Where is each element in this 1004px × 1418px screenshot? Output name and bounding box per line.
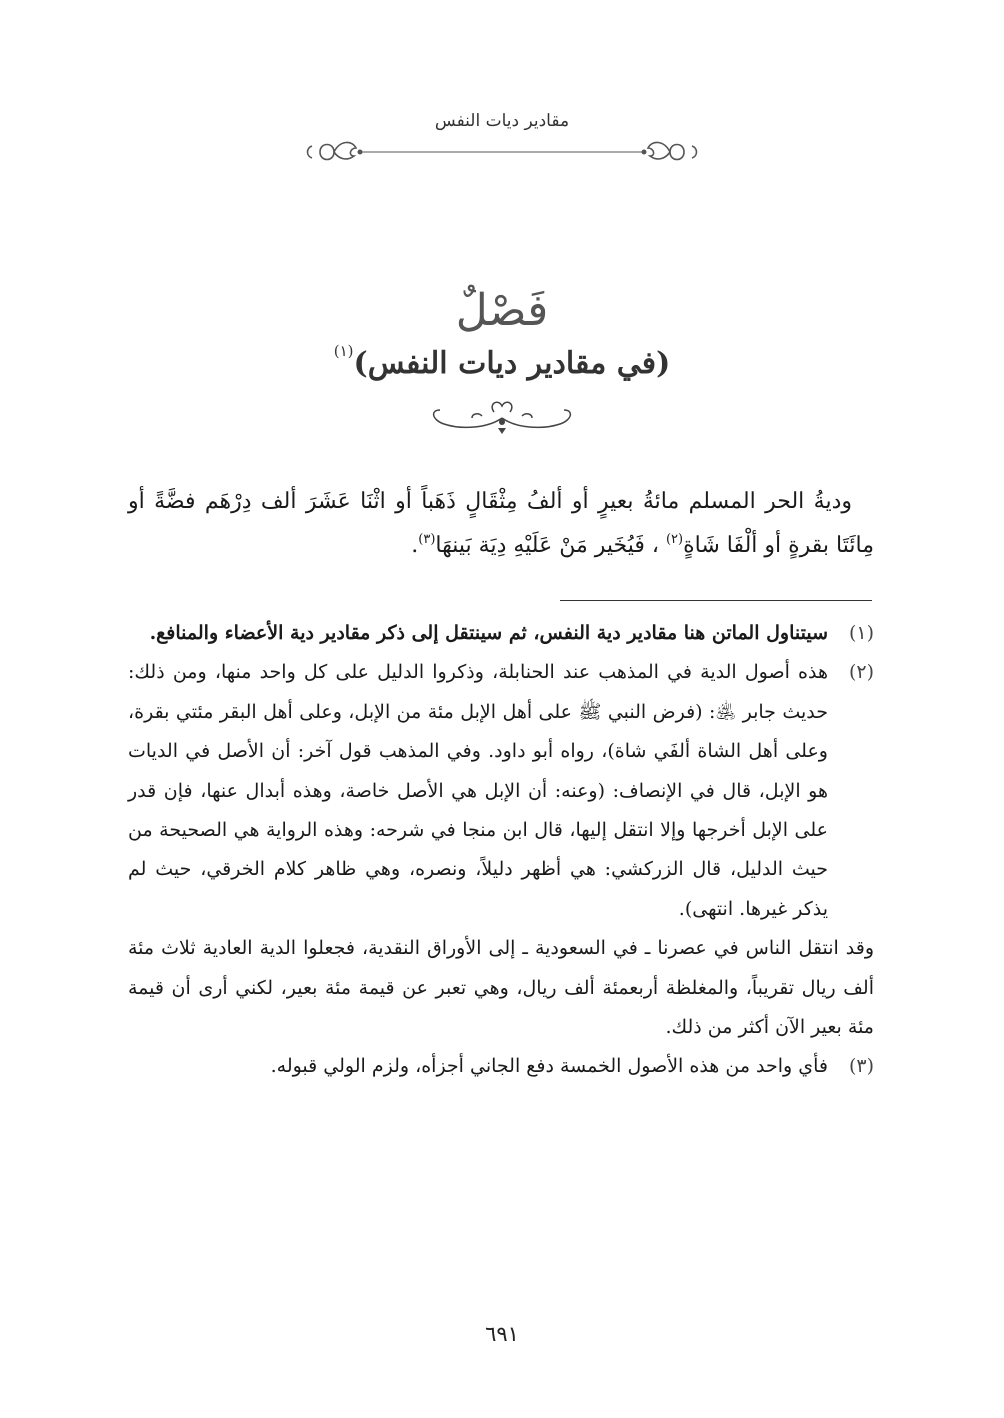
footnote-text: هذه أصول الدية في المذهب عند الحنابلة، وذكروا الدليل على كل واحد منها، ومن ذلك: حديث جابر ﵁: (فرض النبي ﷺ على أهل الإبل مئة من الإبل، وعلى أهل البقر مئتي بقرة، وعلى أهل الشاة ألفَي شاة)، رواه أبو داود. وفي المذهب قول آخر: أن الأصل في الديات هو الإبل، قال في الإنصاف: (وعنه: أن الإبل هي الأصل خاصة، وهذه أبدال عنها، فإن قدر على الإبل أخرجها وإلا انتقل إليها، قال ابن منجا في شرحه: وهذه الرواية هي الصحيحة من حيث الدليل، قال الزركشي: هي أظهر دليلاً، ونصره، وهي ظاهر كلام الخرقي، حيث لم يذكر غيرها. انتهى). <box>128 661 828 920</box>
footnote-3 <box>128 1047 874 1086</box>
main-text-end: . <box>411 533 419 558</box>
footnote-ref-2: (٢) <box>665 532 684 547</box>
footnote-2-continuation: وقد انتقل الناس في عصرنا ـ في السعودية ـ إلى الأوراق النقدية، فجعلوا الدية العادية ثلاث مئة ألف ريال تقريباً، والمغلظة أربعمئة ألف ريال، وهي تعبر عن قيمة مئة بعير، لكني أرى أن قيمة مئة بعير الآن أكثر من ذلك. <box>128 937 874 1039</box>
footnote-2 <box>128 653 874 929</box>
footnote-ref-3: (٣) <box>418 532 436 547</box>
page-number: ٦٩١ <box>485 1322 519 1346</box>
section-title <box>0 342 1004 381</box>
main-paragraph <box>128 480 874 568</box>
footnote-1 <box>128 614 874 653</box>
footnote-number: (٣) <box>848 1055 874 1078</box>
running-title: مقادير ديات النفس <box>434 111 570 131</box>
section-title-text: (في مقادير ديات النفس) <box>353 346 671 381</box>
title-ornament-icon <box>422 392 582 440</box>
main-text-part2: ، فَيُخَير مَنْ عَلَيْهِ دِيَة بَينهَا <box>435 533 659 558</box>
footnote-number: (٢) <box>848 661 874 684</box>
main-text <box>128 480 874 568</box>
section-title-footnote-ref: (١) <box>333 342 354 360</box>
footnote-number: (١) <box>848 622 874 644</box>
main-text-part1: وديةُ الحر المسلم مائةُ بعيرٍ أو ألفُ مِثْقَالٍ ذَهَباً أو اثْنَا عَشَرَ ألف دِرْهَم فضَّةً أو مِائَتَا بقرةٍ أو ألْفَا شَاةٍ <box>128 489 874 558</box>
footnote-separator <box>560 600 872 601</box>
section-label: فَصْلٌ <box>455 285 549 336</box>
footnote-text: سيتناول الماتن هنا مقادير دية النفس، ثم سينتقل إلى ذكر مقادير دية الأعضاء والمنافع. <box>149 622 828 644</box>
footnote-text: فأي واحد من هذه الأصول الخمسة دفع الجاني أجزأه، ولزم الولي قبوله. <box>270 1055 828 1078</box>
footnotes <box>128 614 874 1087</box>
header-ornament-icon <box>300 132 704 172</box>
running-header <box>300 108 704 178</box>
